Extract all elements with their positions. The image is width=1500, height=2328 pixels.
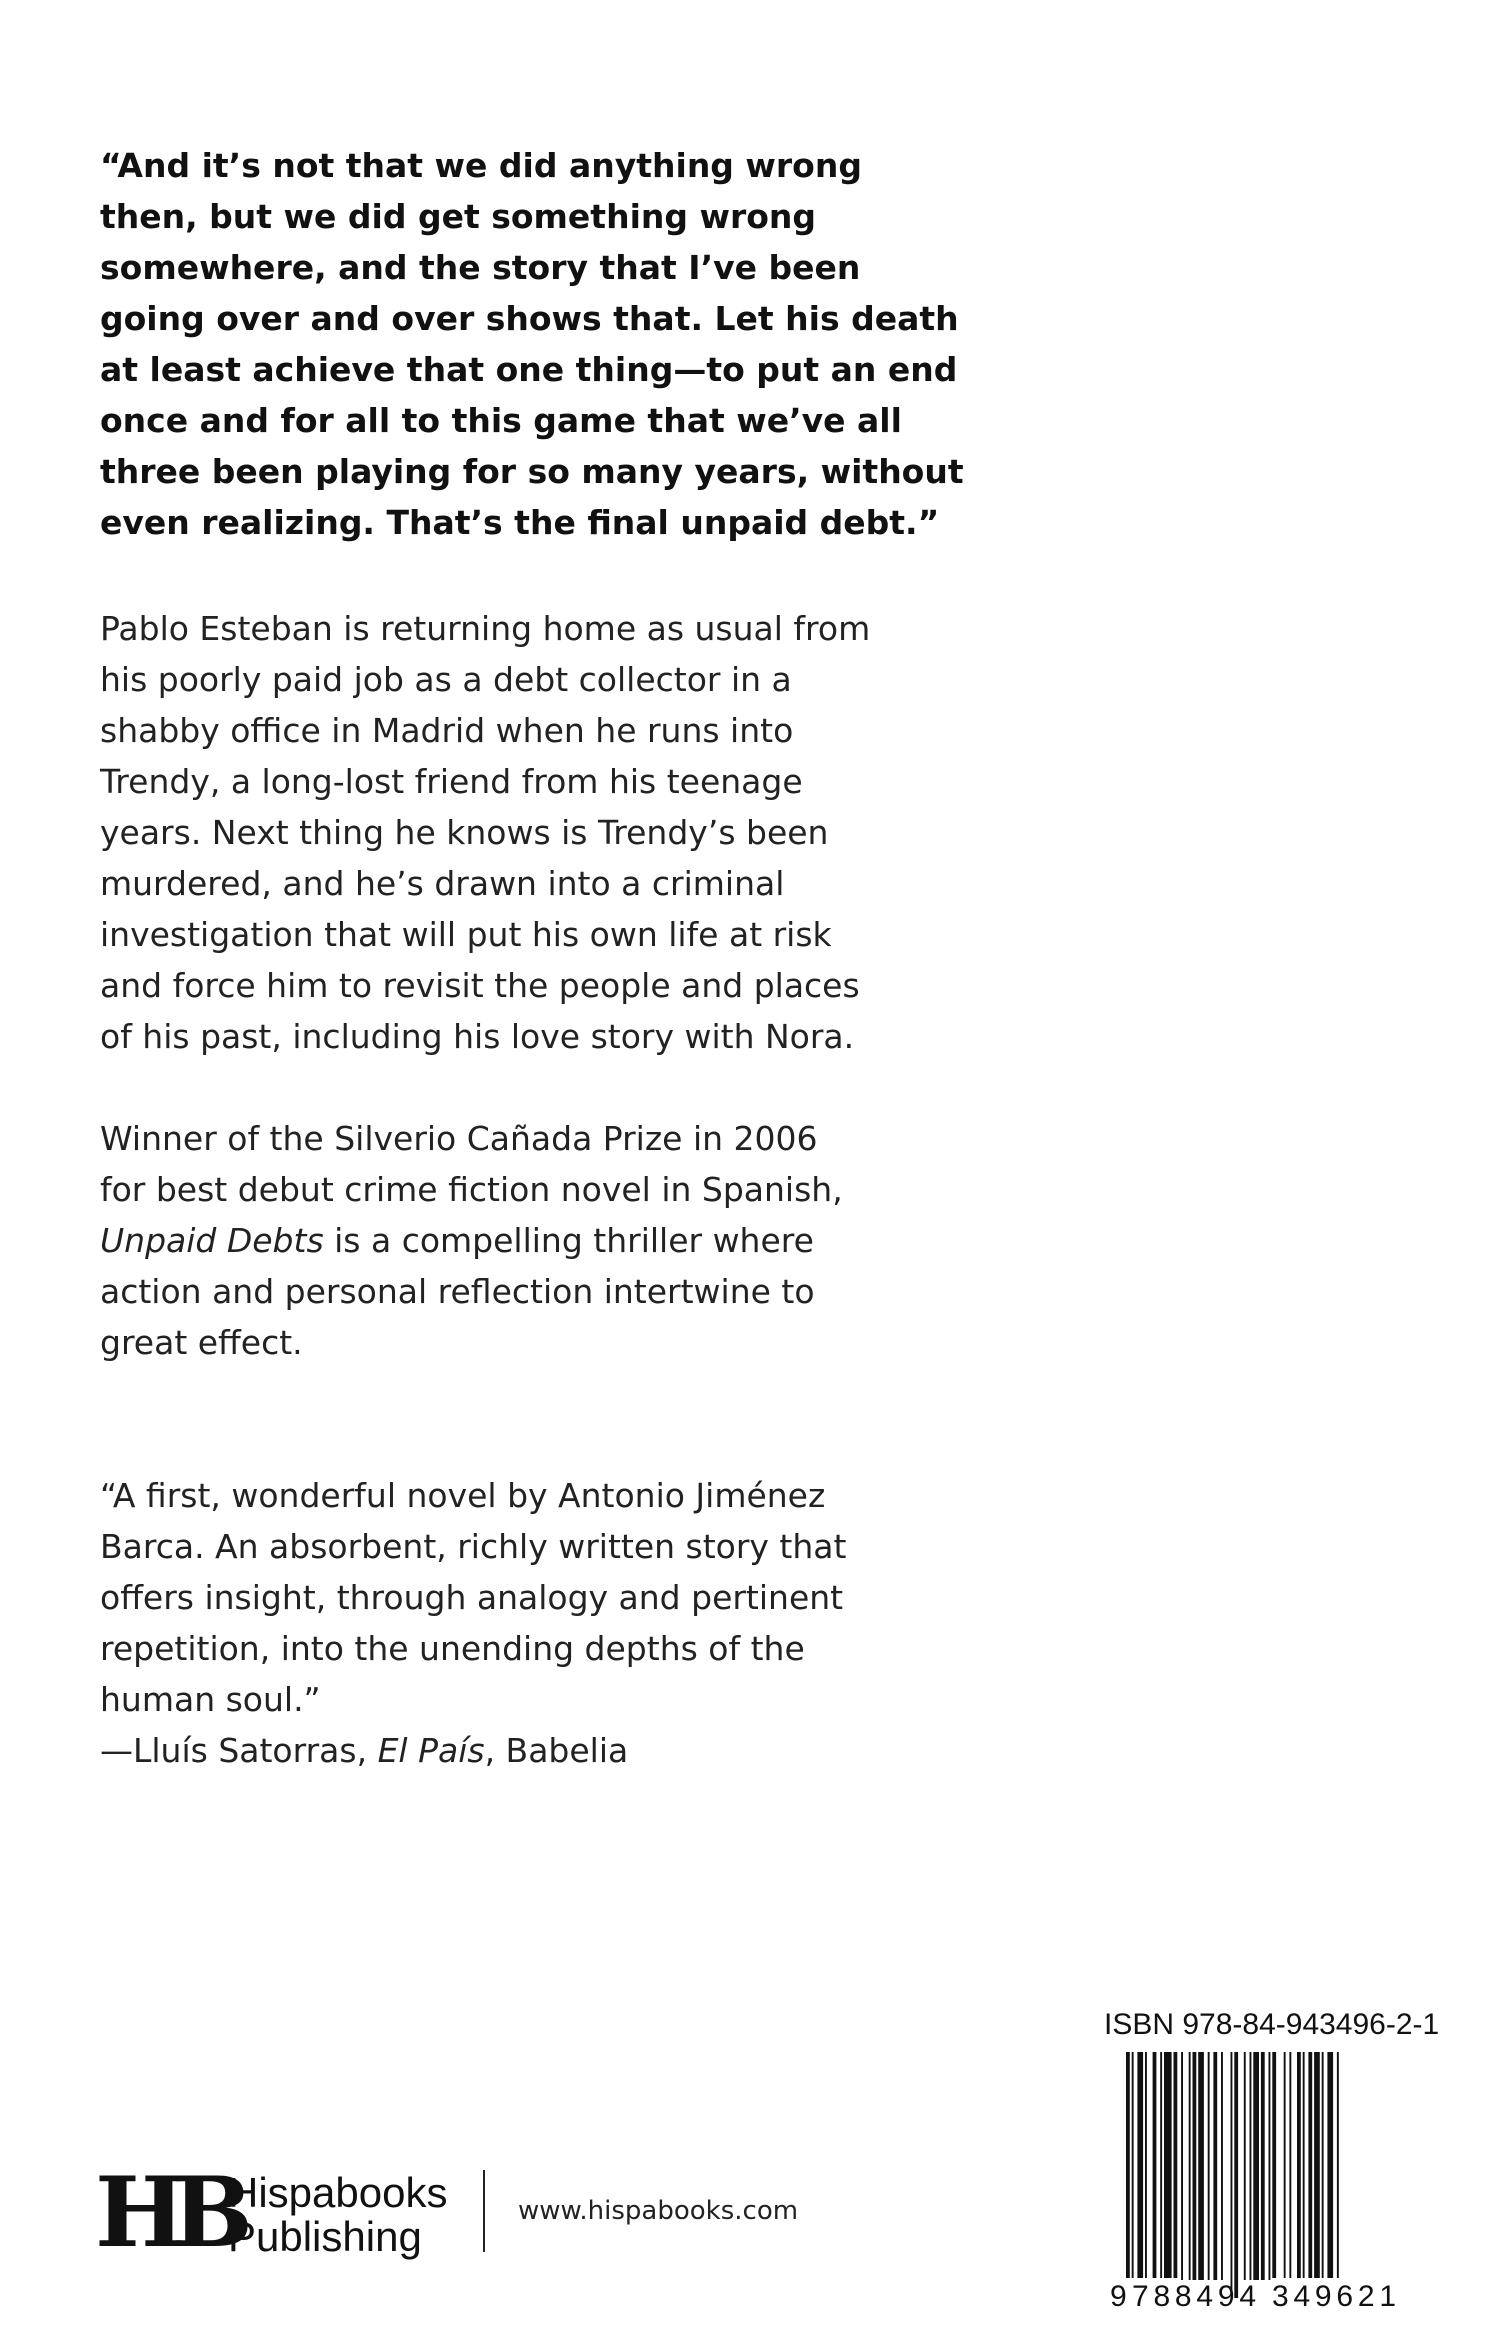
prize-line: great effect. <box>100 1323 303 1362</box>
barcode-bar <box>1269 2052 1271 2280</box>
barcode-bar <box>1198 2052 1204 2280</box>
publisher-logo <box>95 2156 455 2269</box>
barcode-bar <box>1314 2052 1320 2280</box>
review-line: “A first, wonderful novel by Antonio Jiménez <box>100 1476 826 1515</box>
barcode-bar <box>1164 2052 1172 2280</box>
synopsis-line: Pablo Esteban is returning home as usual from <box>100 609 871 648</box>
review-attribution: —Lluís Satorras, El País, Babelia <box>100 1731 629 1770</box>
barcode-bar <box>1193 2052 1197 2280</box>
synopsis-line: and force him to revisit the people and places <box>100 966 860 1005</box>
prize-line: for best debut crime fiction novel in Spanish, <box>100 1170 843 1209</box>
barcode-bar <box>1253 2052 1259 2280</box>
barcode-bar <box>1327 2052 1333 2280</box>
publisher-name: Hispabooks Publishing <box>228 2169 448 2260</box>
quote-line: even realizing. That’s the final unpaid debt.” <box>100 503 940 542</box>
review-line: offers insight, through analogy and pertinent <box>100 1578 844 1617</box>
review-quote <box>100 1470 1020 1776</box>
barcode-bar <box>1297 2052 1301 2280</box>
quote-line: somewhere, and the story that I’ve been <box>100 248 861 287</box>
prize-line: Unpaid Debts is a compelling thriller where <box>100 1221 814 1260</box>
quote-line: at least achieve that one thing—to put an end <box>100 350 958 389</box>
barcode-digits-left: 788494 <box>1132 2280 1256 2310</box>
newspaper-name: El País <box>377 1731 485 1770</box>
prize-paragraph <box>100 1113 1020 1368</box>
book-title: Unpaid Debts <box>100 1221 324 1260</box>
barcode-bar <box>1308 2052 1312 2280</box>
barcode-bar <box>1289 2052 1291 2280</box>
synopsis-line: of his past, including his love story with Nora. <box>100 1017 855 1056</box>
barcode-bar <box>1126 2052 1130 2298</box>
isbn-label: ISBN 978-84-943496-2-1 <box>1104 2008 1440 2041</box>
synopsis-line: shabby office in Madrid when he runs into <box>100 711 794 750</box>
review-lines <box>100 1470 1020 1725</box>
barcode-bar <box>1208 2052 1210 2280</box>
barcode-bar <box>1234 2052 1238 2298</box>
synopsis-line: years. Next thing he knows is Trendy’s been <box>100 813 829 852</box>
hb-logo-mark: HB <box>95 2156 239 2269</box>
barcode-bar <box>1153 2052 1157 2280</box>
synopsis-line: investigation that will put his own life at risk <box>100 915 832 954</box>
barcode-bar <box>1250 2052 1252 2280</box>
barcode-bar <box>1322 2052 1324 2280</box>
barcode-bar <box>1160 2052 1162 2280</box>
barcode-bar <box>1303 2052 1305 2280</box>
quote-line: three been playing for so many years, without <box>100 452 964 491</box>
barcode-digit-first: 9 <box>1110 2280 1127 2310</box>
barcode-bar <box>1231 2052 1233 2298</box>
barcode-bar <box>1132 2052 1134 2298</box>
quote-line: going over and over shows that. Let his death <box>100 299 959 338</box>
barcode-bar <box>1137 2052 1143 2280</box>
logo-divider <box>483 2170 485 2252</box>
barcode-bar <box>1272 2052 1276 2280</box>
barcode-digits-right: 349621 <box>1272 2280 1396 2310</box>
barcode-bar <box>1261 2052 1265 2280</box>
pull-quote <box>100 140 1000 548</box>
publisher-website: www.hispabooks.com <box>518 2196 799 2226</box>
barcode-bar <box>1221 2052 1223 2280</box>
review-line: human soul.” <box>100 1680 321 1719</box>
synopsis-paragraph <box>100 603 1020 1062</box>
barcode-bar <box>1337 2052 1339 2298</box>
barcode-bar <box>1284 2052 1286 2280</box>
quote-line: once and for all to this game that we’ve all <box>100 401 902 440</box>
quote-line: “And it’s not that we did anything wrong <box>100 146 862 185</box>
synopsis-line: Trendy, a long-lost friend from his teenage <box>100 762 803 801</box>
prize-line: action and personal reflection intertwine to <box>100 1272 815 1311</box>
barcode-bar <box>1189 2052 1191 2280</box>
review-line: repetition, into the unending depths of the <box>100 1629 805 1668</box>
review-line: Barca. An absorbent, richly written story that <box>100 1527 847 1566</box>
barcode-bar <box>1244 2052 1246 2280</box>
barcode-bar <box>1145 2052 1147 2280</box>
prize-line: Winner of the Silverio Cañada Prize in 2006 <box>100 1119 818 1158</box>
barcode <box>1108 2052 1426 2310</box>
barcode-bar <box>1181 2052 1183 2280</box>
synopsis-line: his poorly paid job as a debt collector in a <box>100 660 792 699</box>
barcode-bar <box>1174 2052 1178 2280</box>
quote-line: then, but we did get something wrong <box>100 197 817 236</box>
barcode-bar <box>1213 2052 1217 2280</box>
synopsis-line: murdered, and he’s drawn into a criminal <box>100 864 785 903</box>
